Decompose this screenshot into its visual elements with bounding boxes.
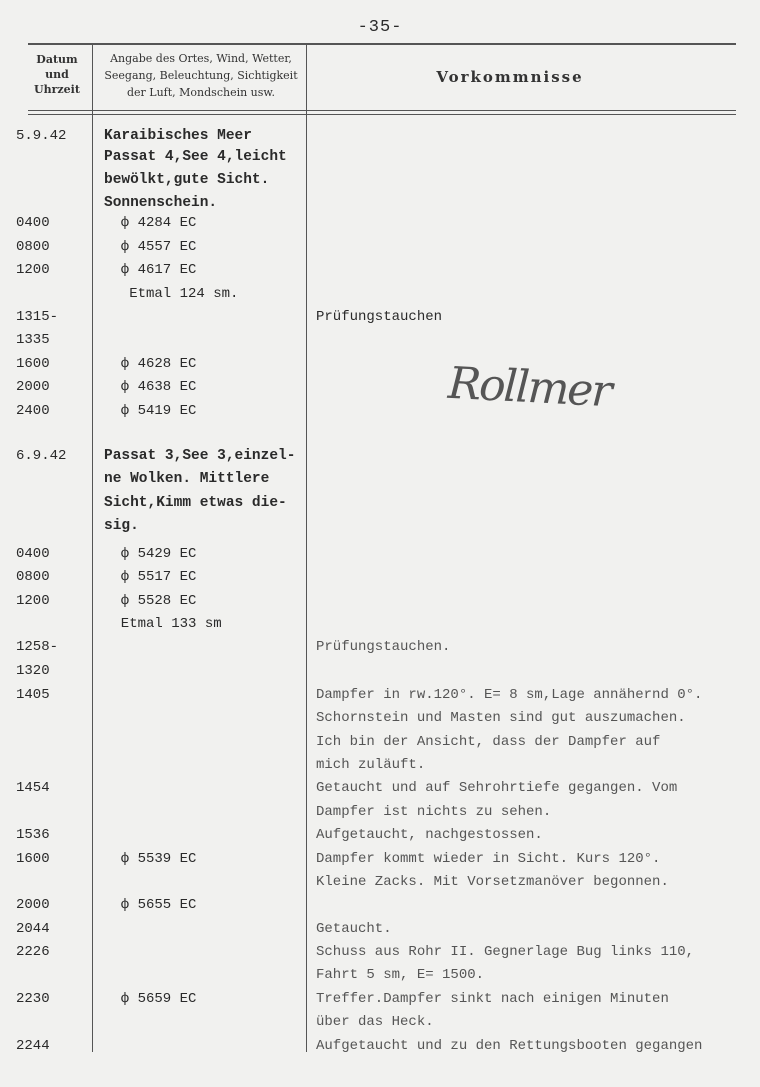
log-time-cell: 1335 bbox=[16, 332, 50, 348]
log-place-cell: ф 4557 EC bbox=[104, 239, 197, 255]
log-time-cell: 0800 bbox=[16, 239, 50, 255]
log-event-cell: Treffer.Dampfer sinkt nach einigen Minuten bbox=[316, 991, 669, 1007]
log-time-cell: 2230 bbox=[16, 991, 50, 1007]
log-place-cell: ф 5429 EC bbox=[104, 546, 197, 562]
header-place-column bbox=[96, 50, 306, 101]
log-time-cell: 1200 bbox=[16, 262, 50, 278]
log-time-cell: 0400 bbox=[16, 546, 50, 562]
log-place-cell: ф 5659 EC bbox=[104, 991, 197, 1007]
log-place-cell: ф 4617 EC bbox=[104, 262, 197, 278]
log-time-cell: 2044 bbox=[16, 921, 50, 937]
log-event-cell: Schornstein und Masten sind gut auszumachen. bbox=[316, 710, 686, 726]
header-events-column: Vorkommnisse bbox=[436, 68, 584, 86]
log-time-cell: 2226 bbox=[16, 944, 50, 960]
log-place-cell: ne Wolken. Mittlere bbox=[104, 471, 270, 487]
header-place-line: Angabe des Ortes, Wind, Wetter, bbox=[110, 52, 292, 65]
log-place-cell: Karaibisches Meer bbox=[104, 128, 252, 144]
log-place-cell: bewölkt,gute Sicht. bbox=[104, 172, 270, 188]
log-place-cell: sig. bbox=[104, 518, 139, 534]
log-time-cell: 2244 bbox=[16, 1038, 50, 1054]
header-place-line: Seegang, Beleuchtung, Sichtigkeit bbox=[104, 69, 298, 82]
log-event-cell: Getaucht und auf Sehrohrtiefe gegangen. Vom bbox=[316, 780, 678, 796]
log-time-cell: 1600 bbox=[16, 851, 50, 867]
table-top-rule bbox=[28, 43, 736, 45]
log-place-cell: Etmal 124 sm. bbox=[104, 286, 239, 302]
log-event-cell: Prüfungstauchen bbox=[316, 309, 443, 325]
log-time-cell: 1200 bbox=[16, 593, 50, 609]
log-place-cell: ф 4628 EC bbox=[104, 356, 197, 372]
header-date-line: Datum bbox=[36, 53, 78, 66]
log-place-cell: ф 5517 EC bbox=[104, 569, 197, 585]
log-time-cell: 5.9.42 bbox=[16, 128, 67, 144]
log-place-cell: ф 5539 EC bbox=[104, 851, 197, 867]
header-date-line: und bbox=[45, 68, 69, 81]
log-event-cell: Aufgetaucht, nachgestossen. bbox=[316, 827, 543, 843]
log-time-cell: 0400 bbox=[16, 215, 50, 231]
log-time-cell: 1320 bbox=[16, 663, 50, 679]
log-place-cell: ф 4638 EC bbox=[104, 379, 197, 395]
log-event-cell: Fahrt 5 sm, E= 1500. bbox=[316, 967, 485, 983]
log-time-cell: 1454 bbox=[16, 780, 50, 796]
col-divider-1 bbox=[92, 44, 93, 1052]
handwritten-signature: Rollmer bbox=[446, 357, 612, 418]
log-place-cell: Passat 3,See 3,einzel- bbox=[104, 448, 296, 464]
log-event-cell: Prüfungstauchen. bbox=[316, 639, 451, 655]
header-bottom-rule bbox=[28, 110, 736, 111]
log-time-cell: 1315- bbox=[16, 309, 59, 325]
log-event-cell: Dampfer kommt wieder in Sicht. Kurs 120°. bbox=[316, 851, 661, 867]
header-bottom-rule-2 bbox=[28, 114, 736, 115]
log-event-cell: Kleine Zacks. Mit Vorsetzmanöver begonnen. bbox=[316, 874, 669, 890]
log-time-cell: 1258- bbox=[16, 639, 59, 655]
log-place-cell: Passat 4,See 4,leicht bbox=[104, 149, 287, 165]
log-time-cell: 0800 bbox=[16, 569, 50, 585]
header-place-line: der Luft, Mondschein usw. bbox=[126, 86, 276, 99]
log-place-cell: ф 4284 EC bbox=[104, 215, 197, 231]
log-time-cell: 6.9.42 bbox=[16, 448, 67, 464]
log-place-cell: Etmal 133 sm bbox=[104, 616, 222, 632]
log-time-cell: 2000 bbox=[16, 897, 50, 913]
col-divider-2 bbox=[306, 44, 307, 1052]
log-place-cell: Sicht,Kimm etwas die- bbox=[104, 495, 287, 511]
log-time-cell: 1600 bbox=[16, 356, 50, 372]
log-time-cell: 1536 bbox=[16, 827, 50, 843]
log-time-cell: 2400 bbox=[16, 403, 50, 419]
log-event-cell: über das Heck. bbox=[316, 1014, 434, 1030]
header-date-column bbox=[28, 52, 86, 97]
header-date-line: Uhrzeit bbox=[34, 83, 80, 96]
log-event-cell: Dampfer ist nichts zu sehen. bbox=[316, 804, 552, 820]
log-event-cell: Schuss aus Rohr II. Gegnerlage Bug links 110, bbox=[316, 944, 695, 960]
log-event-cell: Ich bin der Ansicht, dass der Dampfer auf bbox=[316, 734, 661, 750]
log-event-cell: Dampfer in rw.120°. E= 8 sm,Lage annähernd 0°. bbox=[316, 687, 703, 703]
log-place-cell: ф 5655 EC bbox=[104, 897, 197, 913]
log-place-cell: Sonnenschein. bbox=[104, 195, 218, 211]
log-place-cell: ф 5419 EC bbox=[104, 403, 197, 419]
log-time-cell: 2000 bbox=[16, 379, 50, 395]
log-event-cell: Getaucht. bbox=[316, 921, 392, 937]
page-number: -35- bbox=[357, 18, 403, 37]
log-event-cell: Aufgetaucht und zu den Rettungsbooten gegangen bbox=[316, 1038, 703, 1054]
log-event-cell: mich zuläuft. bbox=[316, 757, 426, 773]
log-place-cell: ф 5528 EC bbox=[104, 593, 197, 609]
log-time-cell: 1405 bbox=[16, 687, 50, 703]
